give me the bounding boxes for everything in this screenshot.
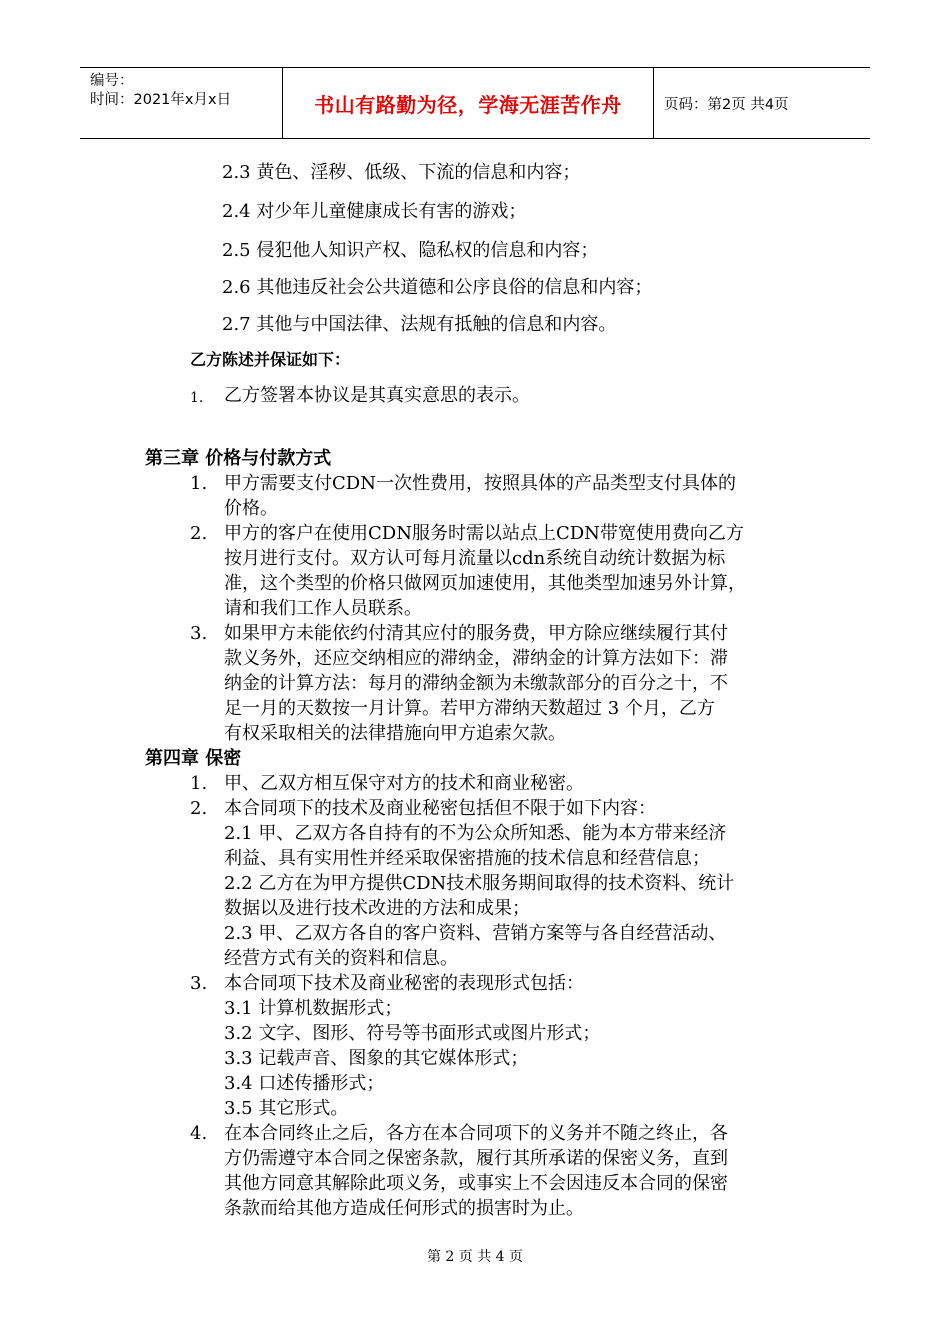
- paragraph-line: 按月进行支付。双方认可每月流量以cdn系统自动统计数据为标: [224, 548, 726, 569]
- paragraph-line: 3.4 口述传播形式；: [224, 1073, 385, 1094]
- paragraph-line: 本合同项下技术及商业秘密的表现形式包括：: [224, 973, 584, 994]
- paragraph-line: 纳金的计算方法：每月的滞纳金额为未缴款部分的百分之十，不: [224, 673, 728, 694]
- paragraph-line: 甲、乙双方相互保守对方的技术和商业秘密。: [224, 773, 584, 794]
- list-number: 1.: [190, 390, 204, 406]
- list-item: 2.5 侵犯他人知识产权、隐私权的信息和内容；: [222, 240, 599, 261]
- list-number: 2.: [190, 523, 208, 544]
- paragraph-line: 有权采取相关的法律措施向甲方追索欠款。: [224, 723, 566, 744]
- page-header: [80, 67, 870, 139]
- paragraph-line: 经营方式有关的资料和信息。: [224, 948, 458, 969]
- page-footer: 第 2 页 共 4 页: [426, 1249, 524, 1265]
- list-number: 1.: [190, 773, 208, 794]
- list-item: 2.7 其他与中国法律、法规有抵触的信息和内容。: [222, 314, 617, 335]
- paragraph-line: 3.5 其它形式。: [224, 1098, 349, 1119]
- chapter-4-title: 第四章 保密: [145, 748, 242, 769]
- header-meta: [80, 68, 282, 138]
- paragraph-line: 甲方需要支付CDN一次性费用，按照具体的产品类型支付具体的: [224, 473, 736, 494]
- paragraph-line: 方仍需遵守本合同之保密条款，履行其所承诺的保密义务，直到: [224, 1148, 728, 1169]
- chapter-3-title: 第三章 价格与付款方式: [145, 448, 332, 469]
- list-number: 3.: [190, 623, 208, 644]
- list-item: 2.6 其他违反社会公共道德和公序良俗的信息和内容；: [222, 277, 653, 298]
- paragraph-line: 本合同项下的技术及商业秘密包括但不限于如下内容：: [224, 798, 656, 819]
- list-number: 1.: [190, 473, 208, 494]
- paragraph-line: 其他方同意其解除此项义务，或事实上不会因违反本合同的保密: [224, 1173, 728, 1194]
- paragraph-line: 如果甲方未能依约付清其应付的服务费，甲方除应继续履行其付: [224, 623, 728, 644]
- paragraph-line: 利益、具有实用性并经采取保密措施的技术信息和经营信息；: [224, 848, 710, 869]
- paragraph-line: 款义务外，还应交纳相应的滞纳金，滞纳金的计算方法如下：滞: [224, 648, 728, 669]
- header-page-label: 页码：第2页 共4页: [664, 96, 789, 113]
- list-number: 3.: [190, 973, 208, 994]
- paragraph-line: 2.1 甲、乙双方各自持有的不为公众所知悉、能为本方带来经济: [224, 823, 727, 844]
- document-time-label: 时间：2021年x月x日: [90, 92, 232, 108]
- paragraph-line: 甲方的客户在使用CDN服务时需以站点上CDN带宽使用费向乙方: [224, 523, 744, 544]
- paragraph-line: 2.3 甲、乙双方各自的客户资料、营销方案等与各自经营活动、: [224, 923, 727, 944]
- paragraph-line: 条款而给其他方造成任何形式的损害时为止。: [224, 1198, 584, 1219]
- paragraph-line: 3.3 记载声音、图象的其它媒体形式；: [224, 1048, 529, 1069]
- paragraph-line: 在本合同终止之后，各方在本合同项下的义务并不随之终止，各: [224, 1123, 728, 1144]
- document-number-label: 编号：: [90, 73, 134, 89]
- paragraph-line: 请和我们工作人员联系。: [224, 598, 422, 619]
- paragraph-line: 数据以及进行技术改进的方法和成果；: [224, 898, 530, 919]
- paragraph-line: 3.2 文字、图形、符号等书面形式或图片形式；: [224, 1023, 601, 1044]
- list-number: 4.: [190, 1123, 208, 1144]
- list-item: 2.4 对少年儿童健康成长有害的游戏；: [222, 201, 527, 222]
- paragraph-line: 准，这个类型的价格只做网页加速使用，其他类型加速另外计算，: [224, 573, 746, 594]
- paragraph-line: 2.2 乙方在为甲方提供CDN技术服务期间取得的技术资料、统计: [224, 873, 735, 894]
- party-b-heading: 乙方陈述并保证如下：: [190, 350, 351, 369]
- header-motto: 书山有路勤为径，学海无涯苦作舟: [282, 68, 654, 138]
- paragraph-line: 价格。: [224, 498, 278, 519]
- paragraph-line: 3.1 计算机数据形式；: [224, 998, 403, 1019]
- paragraph-line: 足一月的天数按一月计算。若甲方滞纳天数超过 3 个月，乙方: [224, 698, 715, 719]
- list-number: 2.: [190, 798, 208, 819]
- party-b-statement: 乙方签署本协议是其真实意思的表示。: [224, 385, 530, 406]
- list-item: 2.3 黄色、淫秽、低级、下流的信息和内容；: [222, 162, 581, 183]
